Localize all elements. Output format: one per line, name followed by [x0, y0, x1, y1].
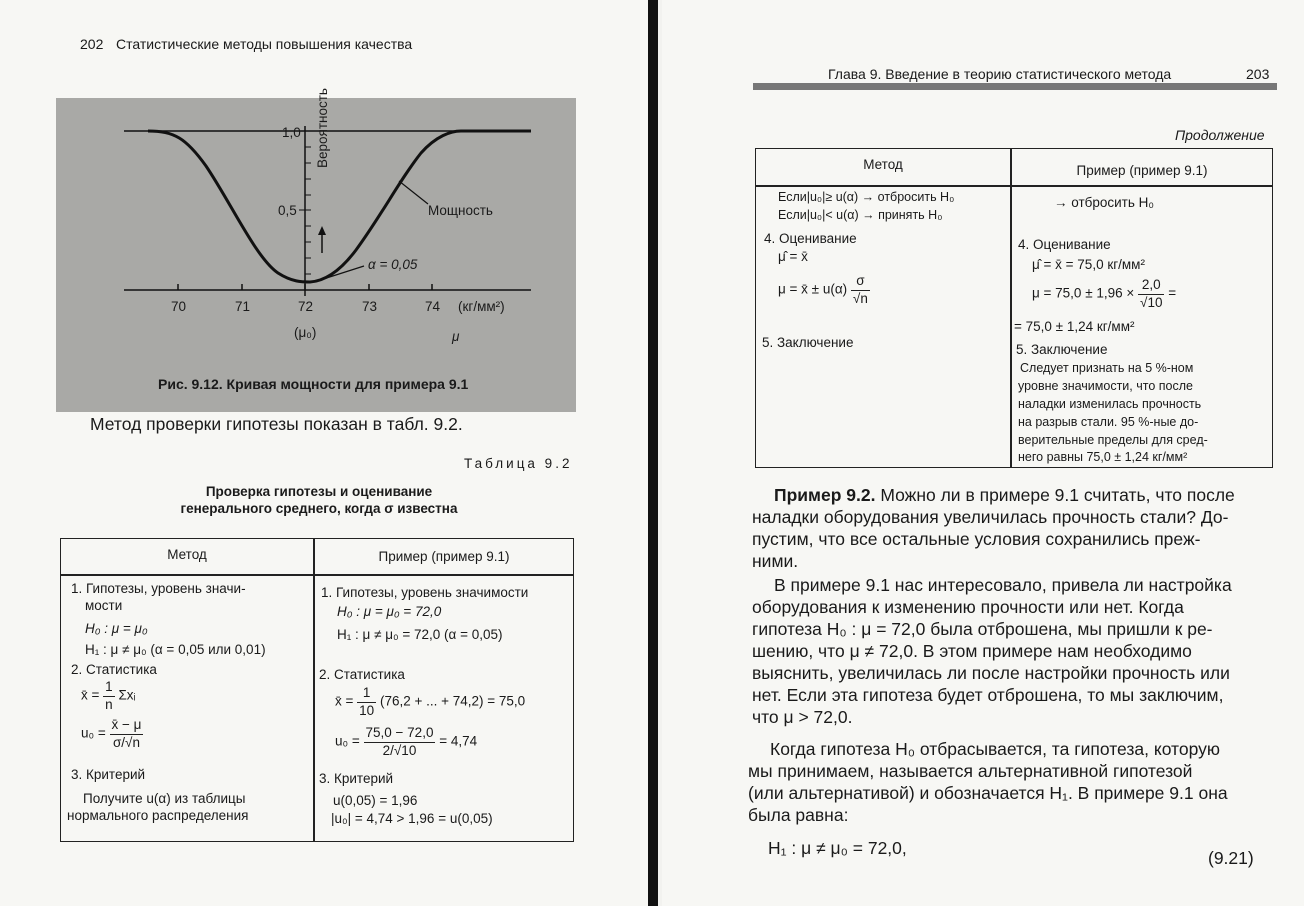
method-u0-lhs: u₀ = [81, 725, 106, 741]
method-xbar-lhs: x̄ = [81, 687, 100, 703]
para3-line3: (или альтернативой) и обозначается H₁. В примере 9.1 она [748, 783, 1228, 803]
example-h1: H₁ : μ ≠ μ₀ = 72,0 (α = 0,05) [337, 627, 503, 642]
header-rule [753, 83, 1277, 90]
example-ci-rhs: = [1168, 285, 1177, 301]
example-step1-title: 1. Гипотезы, уровень значимости [321, 585, 529, 600]
example-muhat: μ̂ = x̄ = 75,0 кг/мм² [1032, 257, 1145, 272]
method-step3-text1: Получите u(α) из таблицы [83, 791, 246, 806]
example-xbar-formula [335, 685, 525, 719]
para3-line2: мы принимаем, называется альтернативной гипотезой [748, 761, 1193, 781]
method-accept-rule: Если|u₀|< u(α) → принять H₀ [778, 208, 943, 222]
method-step4-title: 4. Оценивание [764, 231, 857, 246]
y-tick-label-1: 1,0 [282, 125, 301, 140]
para2-line4: шению, что μ ≠ 72,0. В этом примере нам необходимо [752, 641, 1192, 661]
example-ci-num: 2,0 [1138, 277, 1164, 295]
example-u0-formula [335, 725, 477, 759]
x-axis-mu-label: μ [452, 329, 460, 344]
method-u0-fraction [110, 717, 144, 751]
alpha-label: α = 0,05 [368, 257, 418, 272]
column-header-method: Метод [167, 547, 207, 562]
example-ci-fraction [1138, 277, 1164, 311]
method-step5-title: 5. Заключение [762, 335, 854, 350]
method-ci-lhs: μ = x̄ ± u(α) [778, 281, 848, 297]
column-header-method-cont: Метод [863, 157, 903, 172]
para1-line3: пустим, что все остальные условия сохранились преж- [752, 529, 1201, 549]
column-header-example-cont: Пример (пример 9.1) [1076, 163, 1208, 178]
method-xbar-formula [81, 679, 136, 713]
method-step3-title: 3. Критерий [71, 767, 146, 782]
hypothesis-table [60, 538, 574, 842]
example-comparison: |u₀| = 4,74 > 1,96 = u(0,05) [331, 811, 493, 826]
method-u0-formula [81, 717, 143, 751]
method-muhat: μ̂ = x̄ [778, 249, 808, 264]
method-step1-title-cont: мости [85, 598, 123, 613]
example-xbar-lhs: x̄ = [335, 693, 354, 709]
y-axis-arrowhead [318, 226, 326, 235]
method-reject-rule: Если|u₀|≥ u(α) → отбросить H₀ [778, 190, 955, 204]
paragraph-3 [748, 738, 1266, 826]
conclusion-line-5: верительные пределы для сред- [1018, 433, 1208, 447]
method-ci-formula [778, 273, 870, 307]
left-page-number: 202 [80, 36, 104, 52]
example-step4-title: 4. Оценивание [1018, 237, 1111, 252]
continuation-label: Продолжение [1175, 127, 1265, 143]
x-tick-label-70: 70 [171, 299, 187, 314]
method-ci-den: √n [852, 290, 868, 306]
example-xbar-num: 1 [357, 685, 376, 703]
para3-line4: была равна: [748, 805, 849, 825]
example-xbar-rhs: (76,2 + ... + 74,2) = 75,0 [379, 693, 526, 709]
y-axis-label: Вероятность [315, 88, 330, 168]
para1-line2: наладки оборудования увеличилась прочность стали? До- [752, 507, 1229, 527]
method-h1: H₁ : μ ≠ μ₀ (α = 0,05 или 0,01) [85, 642, 266, 657]
method-xbar-den: n [105, 696, 113, 712]
example-step3-title: 3. Критерий [319, 771, 394, 786]
example-xbar-den: 10 [359, 702, 375, 718]
example-ci-lhs: μ = 75,0 ± 1,96 × [1032, 285, 1135, 301]
example-critical-value: u(0,05) = 1,96 [333, 793, 418, 808]
para2-line5: выяснить, увеличилась ли после настройки прочность или [752, 663, 1230, 683]
y-tick-label-05: 0,5 [278, 203, 297, 218]
example-ci-formula [1032, 277, 1176, 311]
method-step3-text2: нормального распределения [67, 808, 249, 823]
method-xbar-fraction [103, 679, 115, 713]
power-label-pointer [399, 181, 428, 204]
conclusion-line-1: Следует признать на 5 %-ном [1020, 361, 1194, 375]
example-u0-lhs: u₀ = [335, 733, 360, 749]
x-tick-label-72: 72 [298, 299, 314, 314]
para2-line1: В примере 9.1 нас интересовало, привела ли настройка [774, 575, 1232, 595]
para1-line1: Можно ли в примере 9.1 считать, что после [875, 485, 1235, 505]
para2-line7: что μ > 72,0. [752, 707, 853, 727]
method-step1-title: 1. Гипотезы, уровень значи- [71, 581, 246, 596]
example-9-2-paragraph [752, 484, 1266, 572]
example-step2-title: 2. Статистика [319, 667, 405, 682]
example-xbar-fraction [357, 685, 376, 719]
para3-line1: Когда гипотеза H₀ отбрасывается, та гипотеза, которую [770, 739, 1221, 759]
x-tick-label-71: 71 [235, 299, 251, 314]
conclusion-line-3: наладки изменилась прочность [1018, 397, 1202, 411]
x-axis-unit: (кг/мм²) [458, 299, 505, 314]
method-u0-num: x̄ − μ [110, 717, 144, 735]
example-ci-result: = 75,0 ± 1,24 кг/мм² [1014, 319, 1135, 334]
paragraph-2 [752, 574, 1266, 728]
method-xbar-num: 1 [103, 679, 115, 697]
example-label: Пример 9.2. [774, 485, 876, 505]
table-title-line1: Проверка гипотезы и оценивание [205, 484, 433, 499]
right-running-header: Глава 9. Введение в теорию статистического метода [828, 66, 1172, 82]
example-reject: → отбросить H₀ [1054, 195, 1155, 210]
method-ci-num: σ [851, 273, 870, 291]
equation-number: (9.21) [1208, 848, 1254, 868]
method-xbar-rhs: Σxᵢ [118, 687, 136, 703]
left-running-header: Статистические методы повышения качества [116, 36, 413, 52]
figure-caption: Рис. 9.12. Кривая мощности для примера 9.1 [158, 376, 469, 392]
example-h0: H₀ : μ = μ₀ = 72,0 [337, 604, 442, 619]
column-header-example: Пример (пример 9.1) [378, 549, 510, 564]
method-step2-title: 2. Статистика [71, 662, 157, 677]
table-title-line2: генерального среднего, когда σ известна [180, 501, 458, 516]
hypothesis-table-continued [755, 148, 1273, 468]
book-gutter [648, 0, 658, 906]
example-step5-title: 5. Заключение [1016, 342, 1108, 357]
right-page-number: 203 [1246, 66, 1270, 82]
para2-line3: гипотеза H₀ : μ = 72,0 была отброшена, мы пришли к ре- [752, 619, 1213, 639]
example-u0-fraction [364, 725, 436, 759]
method-ci-fraction [851, 273, 870, 307]
x-tick-label-74: 74 [425, 299, 441, 314]
power-curve-figure [56, 88, 576, 412]
example-u0-num: 75,0 − 72,0 [364, 725, 436, 743]
method-h0: H₀ : μ = μ₀ [85, 621, 148, 636]
para2-line6: нет. Если эта гипотеза будет отброшена, то мы заключим, [752, 685, 1224, 705]
power-curve-label: Мощность [428, 203, 493, 218]
x-tick-label-73: 73 [362, 299, 378, 314]
method-u0-den: σ/√n [112, 734, 140, 750]
equation-9-21: H₁ : μ ≠ μ₀ = 72,0, [768, 838, 907, 858]
para1-line4: ними. [752, 551, 799, 571]
table-number: Таблица 9.2 [464, 456, 573, 471]
x-axis-mu0-label: (μ₀) [294, 325, 317, 340]
table-intro-text: Метод проверки гипотезы показан в табл. 9.2. [90, 414, 463, 434]
example-u0-rhs: = 4,74 [439, 733, 478, 749]
example-u0-den: 2/√10 [382, 742, 417, 758]
conclusion-line-6: него равны 75,0 ± 1,24 кг/мм² [1018, 450, 1188, 464]
example-ci-den: √10 [1140, 294, 1163, 310]
para2-line2: оборудования к изменению прочности или нет. Когда [752, 597, 1184, 617]
conclusion-line-2: уровне значимости, что после [1018, 379, 1193, 393]
conclusion-line-4: на разрыв стали. 95 %-ные до- [1018, 415, 1199, 429]
